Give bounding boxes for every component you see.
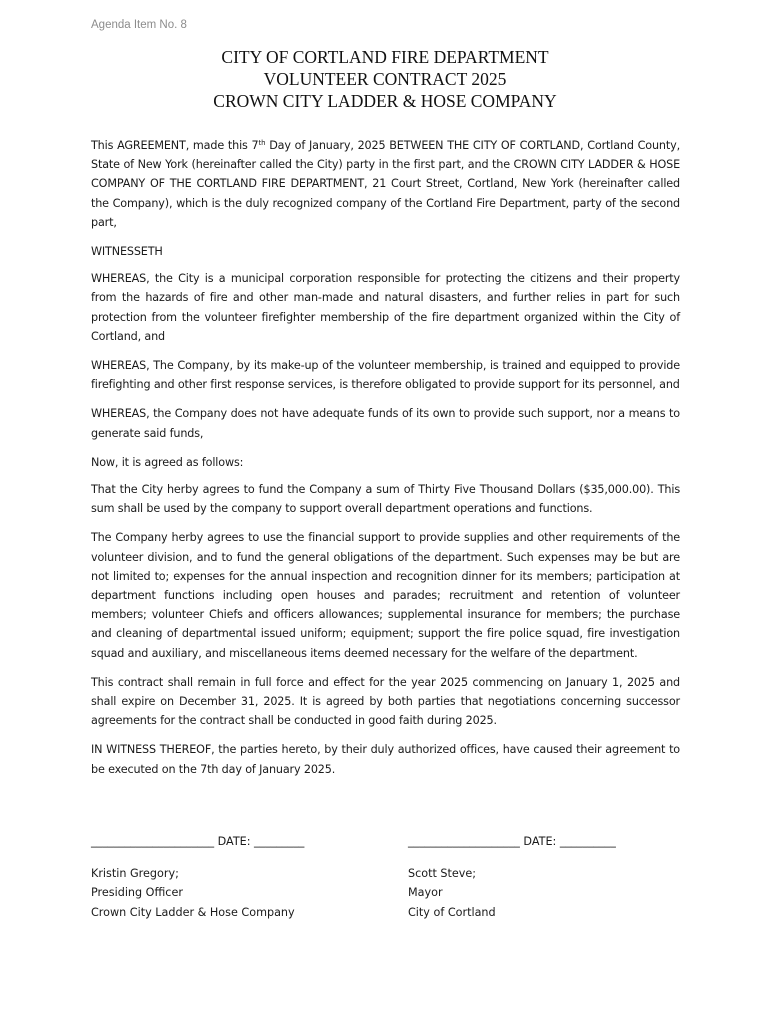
signer-org-left: Crown City Ladder & Hose Company [91,905,295,919]
signer-name-right: Scott Steve; [408,867,477,881]
funding-paragraph: That the City herby agrees to fund the Company a sum of Thirty Five Thousand Dollars ($35,000.00). This sum shall be used by the company to support overall department operations and functions. [91,483,680,516]
agreed-paragraph: Now, it is agreed as follows: [91,455,244,469]
ordinal-suffix: th [258,139,266,147]
document-title [0,46,770,112]
expenses-paragraph: The Company herby agrees to use the financial support to provide supplies and other requirements of the volunteer division, and to fund the general obligations of the department. Such expenses may be but are not limited to; expenses for the annual inspection and recognition dinner for its members; participation at department functions including open houses and parades; recruitment and retention of volunteer members; volunteer Chiefs and officers allowances; supplemental insurance for members; the purchase and cleaning of departmental issued uniform; equipment; support the fire police squad, fire investigation squad and auxiliary, and miscellaneous items deemed necessary for the welfare of the department. [91,531,680,660]
witnesseth-heading: WITNESSETH [91,245,163,259]
agreement-paragraph [91,136,680,232]
title-line-2: VOLUNTEER CONTRACT 2025 [263,69,507,89]
agenda-item-label: Agenda Item No. 8 [91,19,187,31]
title-line-1: CITY OF CORTLAND FIRE DEPARTMENT [221,47,549,67]
agreement-text-rest: Day of January, 2025 BETWEEN THE CITY OF CORTLAND, Cortland County, State of New York (hereinafter called the City) party in the first part, and the CROWN CITY LADDER & HOSE COMPANY OF THE CORTLAND FIRE DEPARTMENT, 21 Court Street, Cortland, New York (hereinafter called the Company), which is the duly recognized company of the Cortland Fire Department, party of the second part, [91,139,680,229]
agreement-text-start: This AGREEMENT, made this 7 [91,139,259,152]
signer-name-left: Kristin Gregory; [91,867,179,881]
title-line-3: CROWN CITY LADDER & HOSE COMPANY [213,91,557,111]
signature-line-right: ____________________ DATE: __________ [408,835,616,848]
whereas-paragraph-1: WHEREAS, the City is a municipal corporation responsible for protecting the citizens and their property from the hazards of fire and other man-made and natural disasters, and further relies in part for such protection from the volunteer firefighter membership of the fire department organized within the City of Cortland, and [91,272,680,343]
signature-line-left: ______________________ DATE: _________ [91,835,305,848]
contract-body [91,136,680,789]
whereas-paragraph-2: WHEREAS, The Company, by its make-up of the volunteer membership, is trained and equipped to provide firefighting and other first response services, is therefore obligated to provide support for its personnel, and [91,359,680,392]
witness-paragraph: IN WITNESS THEREOF, the parties hereto, by their duly authorized offices, have caused their agreement to be executed on the 7th day of January 2025. [91,743,680,776]
term-paragraph: This contract shall remain in full force and effect for the year 2025 commencing on January 1, 2025 and shall expire on December 31, 2025. It is agreed by both parties that negotiations concerning successor agreements for the contract shall be conducted in good faith during 2025. [91,675,680,728]
signature-right [408,832,616,922]
whereas-paragraph-3: WHEREAS, the Company does not have adequate funds of its own to provide such support, nor a means to generate said funds, [91,407,680,440]
signer-org-right: City of Cortland [408,905,496,919]
signature-left [91,832,304,922]
signer-title-left: Presiding Officer [91,886,183,900]
signer-title-right: Mayor [408,886,443,900]
